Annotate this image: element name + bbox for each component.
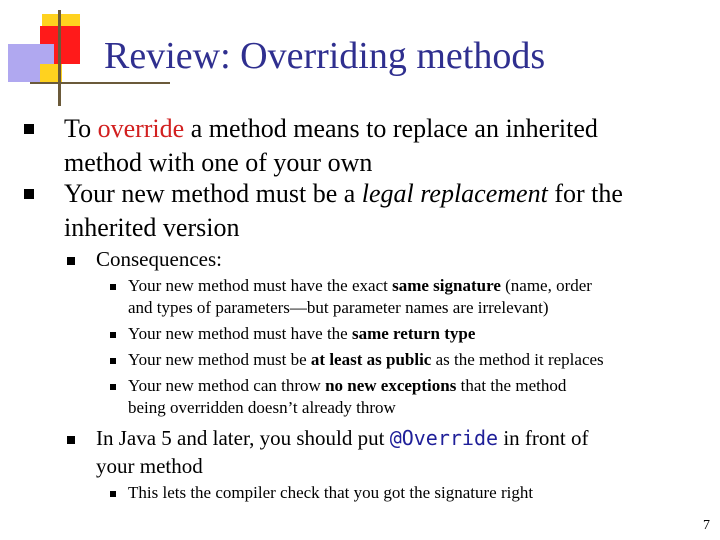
consequence-4-text: Your new method can throw no new exceptions that the method being overridden doesn’t already throw (128, 376, 567, 417)
bullet-square-icon (24, 189, 34, 199)
bullet-2-text: Your new method must be a legal replacement for the inherited version (64, 179, 623, 242)
bullet-square-icon (67, 257, 75, 265)
signature-check-text: This lets the compiler check that you got the signature right (128, 483, 534, 502)
override-annotation-code: @Override (389, 426, 499, 450)
decor-horizontal-line (30, 82, 170, 84)
consequence-2-text: Your new method must have the same return type (128, 324, 476, 343)
bullet-1-text: To override a method means to replace an inherited method with one of your own (64, 114, 598, 177)
bullet-square-icon (110, 358, 116, 364)
slide-title: Review: Overriding methods (104, 35, 546, 77)
bullet-square-icon (110, 491, 116, 497)
consequence-1-text: Your new method must have the exact same signature (name, order and types of parameters—but parameter names are irrelevant) (128, 276, 592, 317)
bullet-square-icon (110, 284, 116, 290)
decor-vertical-line (58, 10, 61, 106)
page-number: 7 (703, 518, 710, 533)
bullet-square-icon (110, 332, 116, 338)
consequences-label: Consequences: (96, 247, 222, 271)
java-annotation-text: In Java 5 and later, you should put @Override in front of your method (96, 426, 589, 478)
override-keyword: override (97, 114, 185, 143)
consequence-3-text: Your new method must be at least as public as the method it replaces (128, 350, 604, 369)
bullet-square-icon (110, 384, 116, 390)
bullet-square-icon (24, 124, 34, 134)
bullet-square-icon (67, 436, 75, 444)
